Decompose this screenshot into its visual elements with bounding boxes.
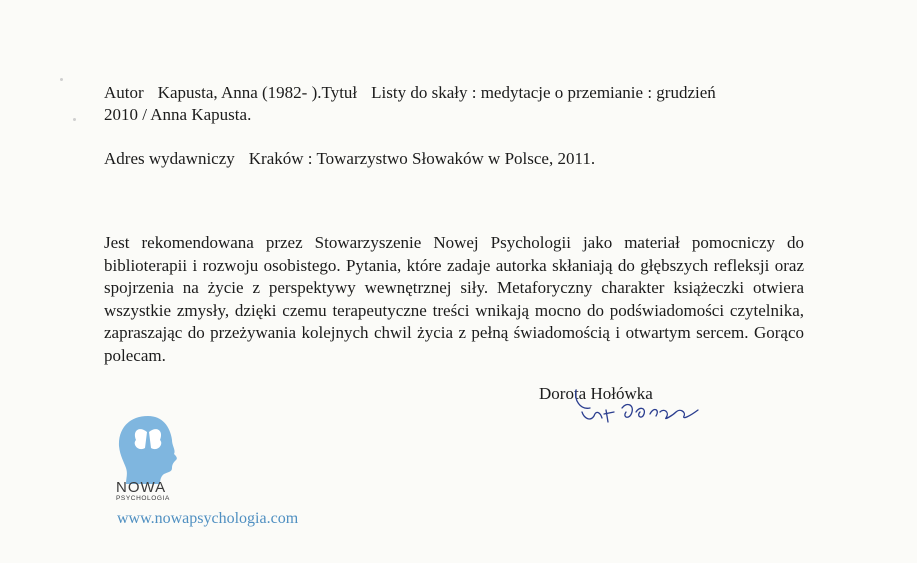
review-paragraph: Jest rekomendowana przez Stowarzyszenie Nowej Psychologii jako materiał pomocniczy do biblioterapii i rozwoju osobistego. Pytania, które zadaje autorka skłaniają do głębszych refleksji oraz spojrzenia na życie z perspektywy wewnętrznej siły. Metaforyczny charakter książeczki otwiera wszystkie zmysły, dzięki czemu terapeutyczne treści wnikają mocno do podświadomości czytelnika, zapraszając do przeżywania kolejnych chwil życia z pełną świadomością i otwartym sercem. Gorąco polecam. — [104, 233, 804, 365]
title-label: Tytuł — [321, 83, 358, 102]
title-value-continued: 2010 / Anna Kapusta. — [104, 105, 252, 124]
title-value: Listy do skały : medytacje o przemianie : grudzień — [371, 83, 716, 102]
publisher-value: Kraków : Towarzystwo Słowaków w Polsce, 2011. — [248, 149, 596, 168]
title-continuation-line — [104, 104, 251, 126]
website-link[interactable]: www.nowapsychologia.com — [117, 510, 299, 527]
author-value: Kapusta, Anna (1982- ). — [157, 83, 322, 102]
logo-wordmark: NOWA — [116, 479, 167, 496]
author-title-line — [104, 82, 716, 104]
paper-speck — [60, 78, 63, 81]
logo-subtitle: PSYCHOLOGIA — [116, 495, 170, 502]
signature-name: Dorota Hołówka — [539, 384, 653, 403]
handwritten-signature — [560, 382, 710, 430]
paper-speck — [73, 118, 76, 121]
author-label: Autor — [104, 83, 144, 102]
publisher-line — [104, 148, 595, 170]
publisher-label: Adres wydawniczy — [104, 149, 235, 168]
